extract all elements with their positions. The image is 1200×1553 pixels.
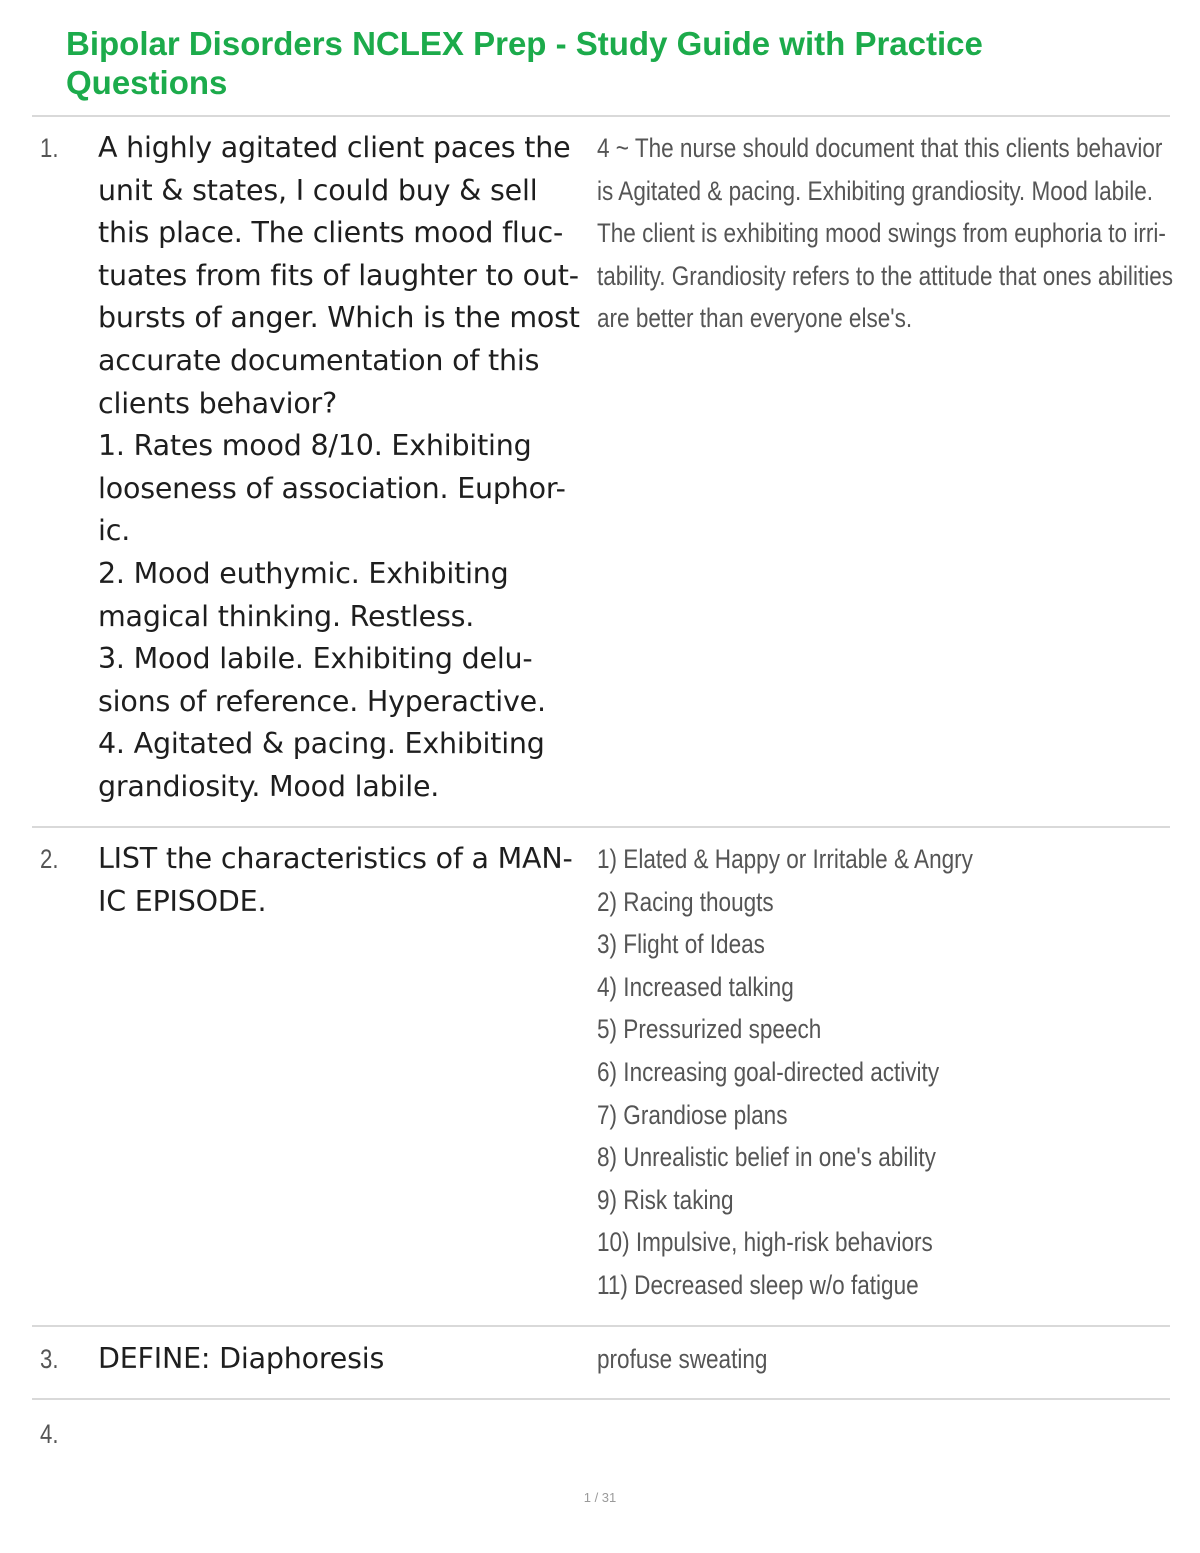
card-number: 1. <box>40 133 59 163</box>
card-number: 2. <box>40 844 59 874</box>
answer-list-item: 8) Unrealistic belief in one's ability <box>597 1142 936 1173</box>
answer-option-line: looseness of association. Euphor- <box>98 471 566 505</box>
answer-list-item: 1) Elated & Happy or Irritable & Angry <box>597 844 973 874</box>
card-question <box>98 1338 588 1381</box>
answer-option-line: 4. Agitated & pacing. Exhibiting <box>98 727 545 761</box>
answer-list-item: 10) Impulsive, high-risk behaviors <box>597 1227 933 1258</box>
answer-list-item: 5) Pressurized speech <box>597 1014 822 1045</box>
question-line: clients behavior? <box>98 386 338 420</box>
answer-list-item: 2) Racing thougts <box>597 886 774 917</box>
card-answer <box>597 1338 1115 1381</box>
page-indicator: 1 / 31 <box>583 1490 617 1505</box>
answer-line: profuse sweating <box>597 1344 768 1374</box>
answer-list-item: 7) Grandiose plans <box>597 1099 788 1130</box>
card-number: 3. <box>40 1344 59 1374</box>
card-answer <box>597 838 1115 1307</box>
answer-option-line: 2. Mood euthymic. Exhibiting <box>98 556 509 590</box>
card-answer <box>597 127 1174 340</box>
answer-line: The client is exhibiting mood swings from euphoria to irri- <box>597 218 1166 249</box>
question-line: LIST the characteristics of a MAN- <box>98 842 573 875</box>
answer-option-line: 1. Rates mood 8/10. Exhibiting <box>98 429 532 463</box>
question-line: IC EPISODE. <box>98 884 267 918</box>
divider <box>32 1325 1170 1327</box>
question-line: bursts of anger. Which is the most <box>98 301 580 335</box>
card-number: 4. <box>40 1419 59 1449</box>
question-line: accurate documentation of this <box>98 343 540 377</box>
question-line: unit & states, I could buy & sell <box>98 173 538 207</box>
answer-line: are better than everyone else's. <box>597 303 913 334</box>
answer-list-item: 9) Risk taking <box>597 1184 734 1215</box>
question-line: A highly agitated client paces the <box>98 131 571 164</box>
answer-line: tability. Grandiosity refers to the attitude that ones abilities <box>597 260 1174 291</box>
question-line: this place. The clients mood fluc- <box>98 216 564 250</box>
answer-line: is Agitated & pacing. Exhibiting grandiosity. Mood labile. <box>597 175 1154 206</box>
answer-list-item: 3) Flight of Ideas <box>597 929 765 960</box>
question-line: DEFINE: Diaphoresis <box>98 1342 385 1375</box>
answer-list-item: 11) Decreased sleep w/o fatigue <box>597 1269 919 1300</box>
divider <box>32 115 1170 117</box>
card-question <box>98 127 588 809</box>
divider <box>32 826 1170 828</box>
divider <box>32 1398 1170 1400</box>
answer-option-line: 3. Mood labile. Exhibiting delu- <box>98 642 533 676</box>
document-title: Bipolar Disorders NCLEX Prep - Study Guide with Practice Questions <box>66 25 983 101</box>
question-line: tuates from fits of laughter to out- <box>98 258 579 292</box>
answer-option-line: sions of reference. Hyperactive. <box>98 684 546 718</box>
answer-list-item: 4) Increased talking <box>597 971 794 1002</box>
answer-list-item: 6) Increasing goal-directed activity <box>597 1056 940 1087</box>
answer-line: 4 ~ The nurse should document that this clients behavior <box>597 133 1163 163</box>
answer-option-line: grandiosity. Mood labile. <box>98 769 440 803</box>
answer-option-line: magical thinking. Restless. <box>98 599 475 633</box>
answer-option-line: ic. <box>98 514 131 548</box>
card-question <box>98 838 588 923</box>
